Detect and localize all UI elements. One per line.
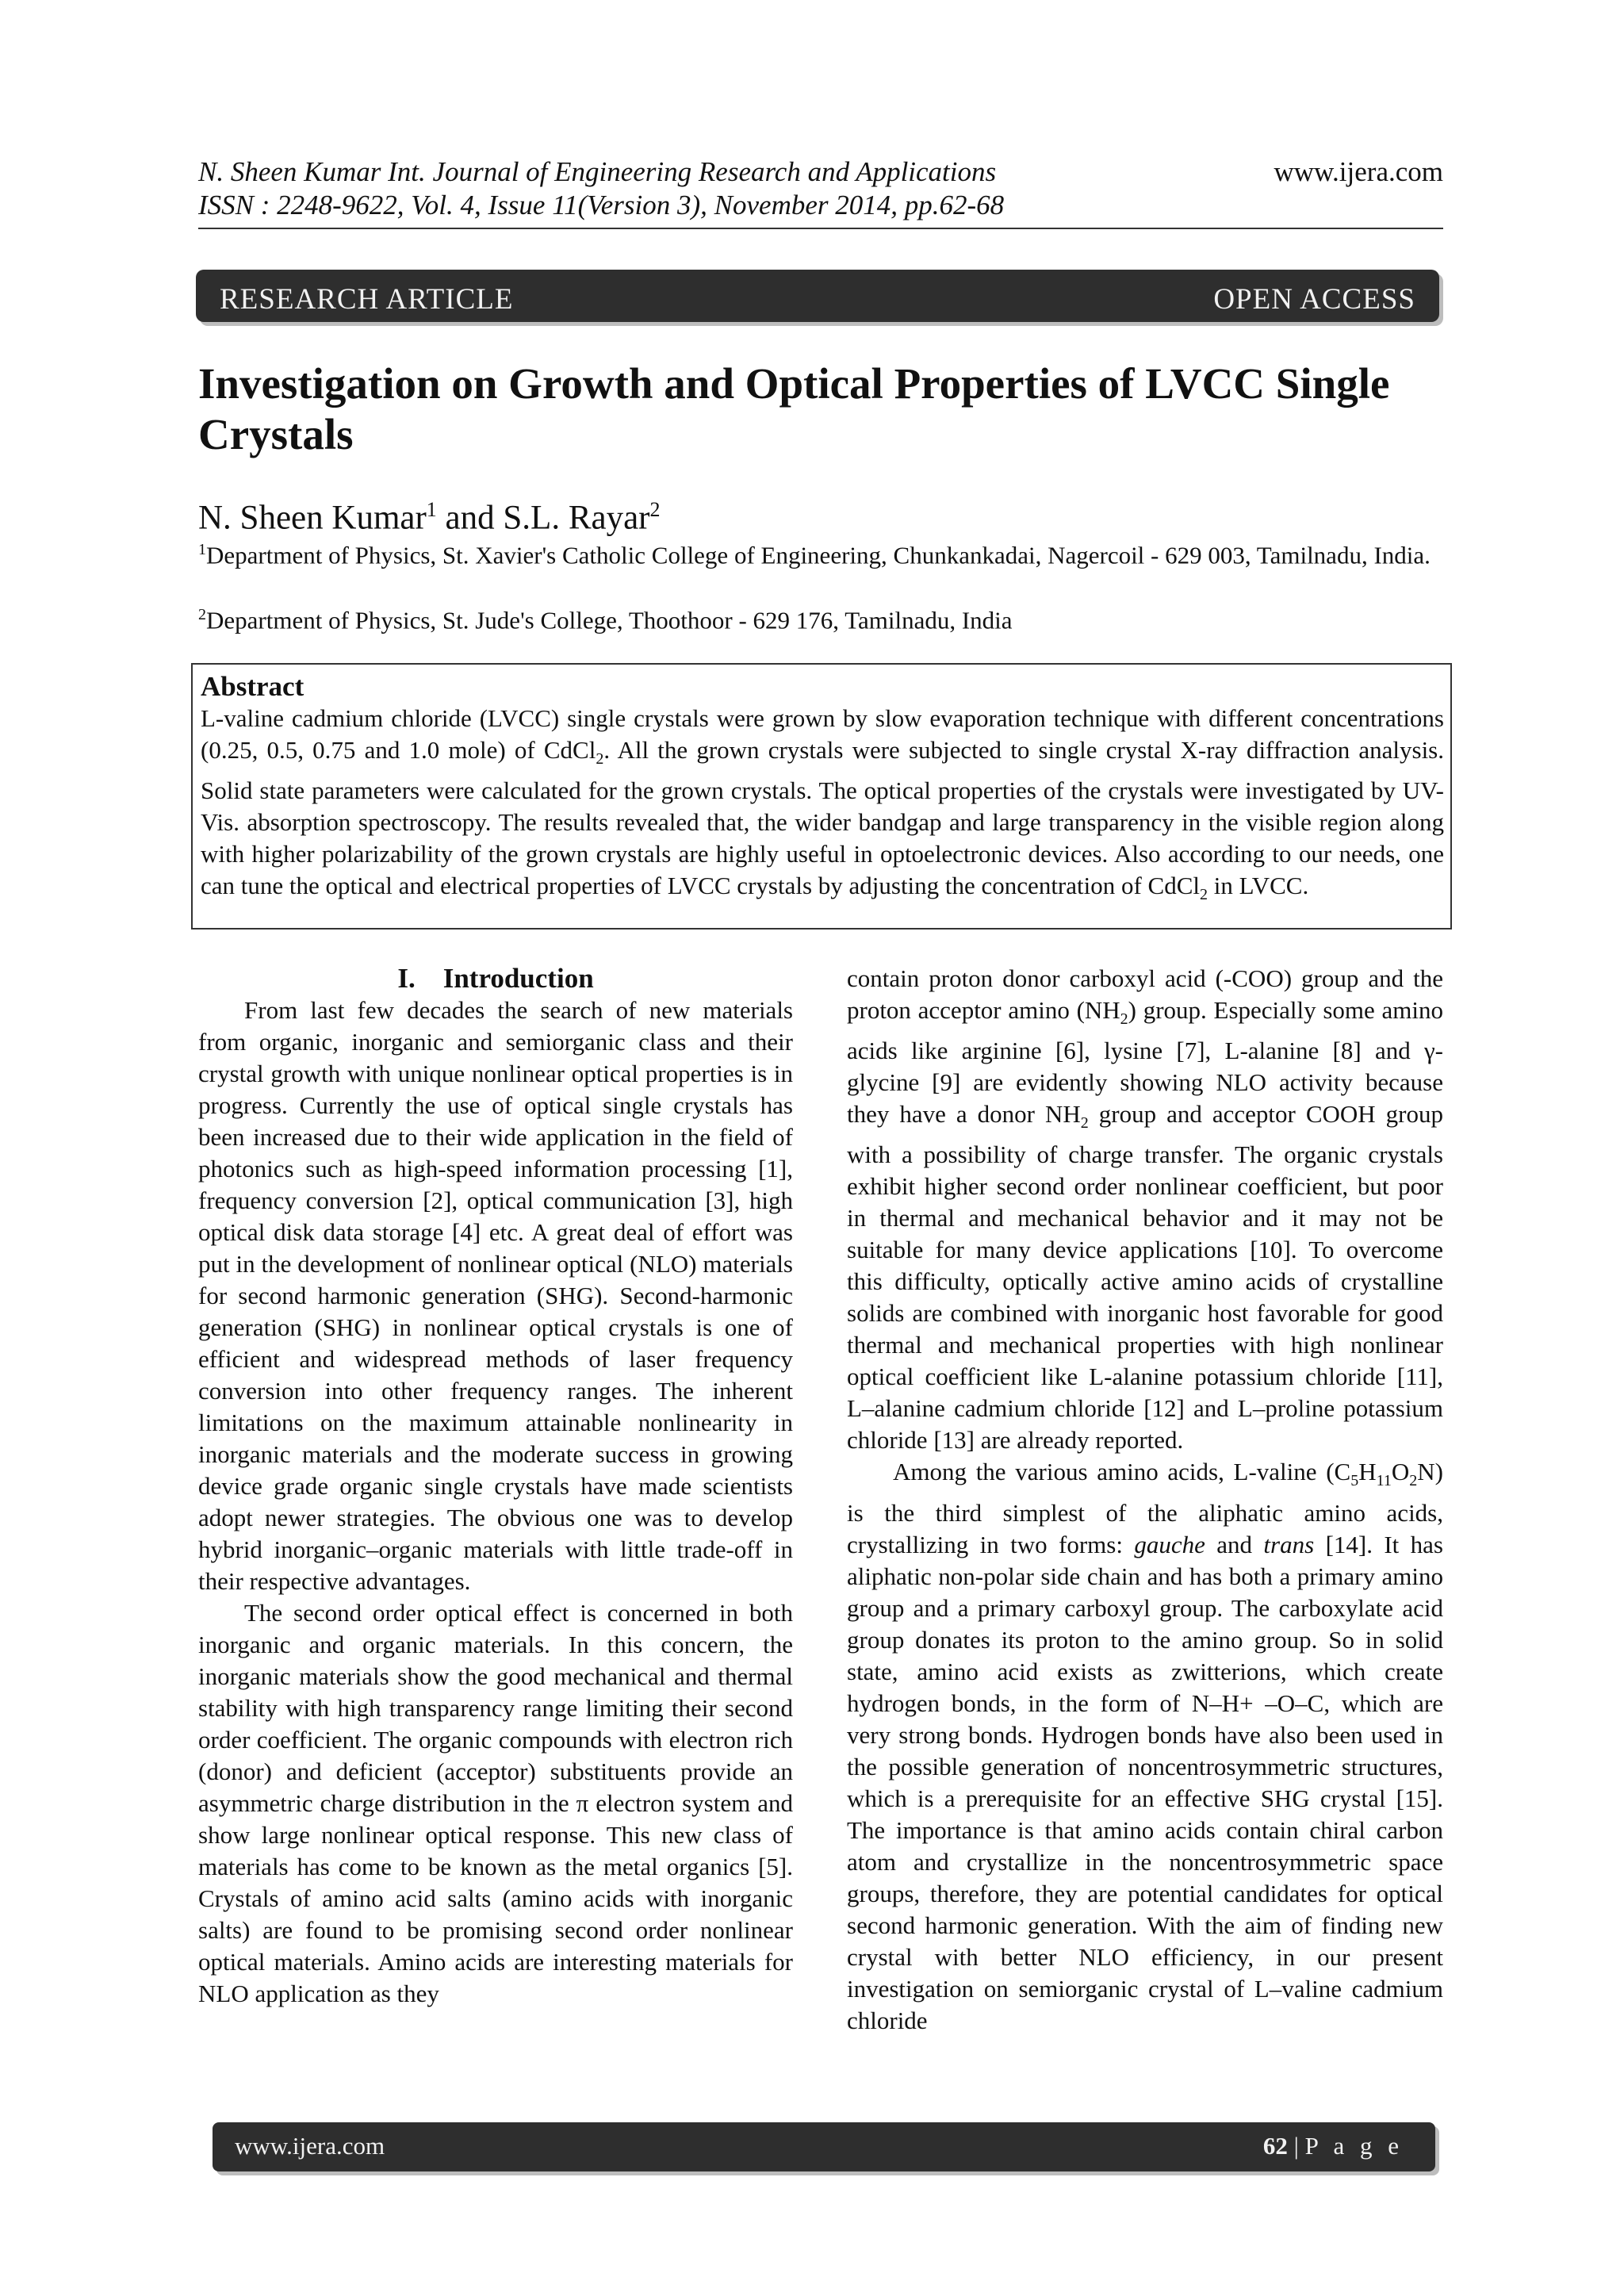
author-2-affil-mark: 2 — [649, 498, 661, 521]
text-run: N) is the third simplest of the aliphatic amino acids, crystallizing in two forms: — [847, 1458, 1443, 1558]
text-run: and — [1205, 1530, 1264, 1558]
section-title: Introduction — [442, 963, 594, 994]
affiliation-1-mark: 1 — [198, 541, 206, 558]
subscript: 2 — [1409, 1472, 1418, 1490]
text-run: group and acceptor COOH group with a possibility of charge transfer. The organic crystals exhibit higher second order nonlinear coefficient, but poor in thermal and mechanical behavior and it may not be suitable for many device applications [10]. To overcome this difficulty, optically active amino acids of crystalline solids are combined with inorganic host favorable for good thermal and mechanical properties with high nonlinear optical coefficient like L-alanine potassium chloride [11], L–alanine cadmium chloride [12] and L–proline potassium chloride [13] are already reported. — [847, 1100, 1444, 1455]
abstract-heading: Abstract — [201, 671, 304, 702]
subscript: 11 — [1376, 1472, 1392, 1490]
section-heading — [198, 963, 793, 995]
research-article-label: RESEARCH ARTICLE — [220, 283, 514, 316]
intro-paragraph-1: From last few decades the search of new materials from organic, inorganic and semiorganic class and their crystal growth with unique nonlinear optical properties is in progress. Currently the use of optical single crystals has been increased due to their wide application in the field of photonics such as high-speed information processing [1], frequency conversion [2], optical communication [3], high optical disk data storage [4] etc. A great deal of effort was put in the development of nonlinear optical (NLO) materials for second harmonic generation (SHG). Second-harmonic generation (SHG) in nonlinear optical crystals is one of efficient and widespread methods of laser frequency conversion into other frequency ranges. The inherent limitations on the maximum attainable nonlinearity in inorganic materials and the moderate success in growing device grade organic single crystals have made scientists adopt newer strategies. The obvious one was to develop hybrid inorganic–organic materials with little trade-off in their respective advantages. — [198, 996, 793, 1595]
text-run: O — [1391, 1458, 1410, 1486]
subscript: 2 — [1080, 1114, 1089, 1133]
right-column — [847, 963, 1443, 2037]
subscript: 5 — [1350, 1472, 1359, 1490]
subscript: 2 — [1200, 886, 1208, 904]
text-run: [14]. It has aliphatic non-polar side chain and has both a primary amino group and a primary carboxyl group. The carboxylate acid group donates its proton to the amino group. So in solid state, amino acid exists as zwitterions, which create hydrogen bonds, in the form of N–H+ –O–C, which are very strong bonds. Hydrogen bonds have also been used in the possible generation of noncentrosymmetric structures, which is a prerequisite for an effective SHG crystal [15]. The importance is that amino acids contain chiral carbon atom and crystallize in the noncentrosymmetric space groups, therefore, they are potential candidates for optical second harmonic generation. With the aim of finding new crystal with better NLO efficiency, in our present investigation on semiorganic crystal of L–valine cadmium chloride — [847, 1530, 1443, 2034]
issn-line: ISSN : 2248-9622, Vol. 4, Issue 11(Version 3), November 2014, pp.62-68 — [198, 190, 1005, 220]
text-run: Among the various amino acids, L-valine (C — [893, 1458, 1351, 1486]
abstract-box — [191, 663, 1452, 930]
journal-url[interactable]: www.ijera.com — [1274, 156, 1443, 187]
header-rule — [198, 228, 1443, 229]
abstract-text-part: in LVCC. — [1208, 872, 1309, 900]
subscript: 2 — [1120, 1010, 1128, 1029]
journal-citation-line: N. Sheen Kumar Int. Journal of Engineering Research and Applications — [198, 156, 997, 187]
text-run: contain proton donor carboxyl acid (-COO) group and the proton acceptor amino (NH — [847, 964, 1443, 1024]
italic-term: trans — [1263, 1530, 1315, 1558]
section-number: I. — [397, 963, 416, 994]
affiliation-2 — [198, 600, 1443, 634]
left-column — [198, 995, 793, 2010]
footer-url[interactable]: www.ijera.com — [235, 2132, 385, 2160]
footer-page-info — [1263, 2132, 1404, 2160]
affiliation-1 — [198, 535, 1443, 569]
text-run: ) group. Especially some amino acids like arginine [6], lysine [7], L-alanine [8] and γ-glycine [9] are evidently showing NLO activity because they have a donor NH — [847, 996, 1443, 1129]
article-type-banner — [196, 270, 1439, 322]
author-1: N. Sheen Kumar — [198, 499, 427, 537]
intro-paragraph-3 — [847, 963, 1443, 1456]
author-2: and S.L. Rayar — [445, 499, 650, 537]
intro-paragraph-4 — [847, 1456, 1443, 2036]
page-word: P a g e — [1304, 2132, 1404, 2160]
affiliation-2-text: Department of Physics, St. Jude's College, Thoothoor - 629 176, Tamilnadu, India — [206, 606, 1013, 634]
abstract-text-part: L-valine cadmium chloride (LVCC) single crystals were grown by slow evaporation technique with different concentrations (0.25, 0.5, 0.75 and 1.0 mole) of CdCl — [201, 704, 1444, 764]
abstract-text — [201, 703, 1444, 910]
author-1-affil-mark: 1 — [426, 498, 437, 521]
text-run: H — [1358, 1458, 1377, 1486]
intro-paragraph-2: The second order optical effect is concerned in both inorganic and organic materials. In this concern, the inorganic materials show the good mechanical and thermal stability with high transparency range limiting their second order coefficient. The organic compounds with electron rich (donor) and deficient (acceptor) substituents provide an asymmetric charge distribution in the π electron system and show large nonlinear optical response. This new class of materials has come to be known as the metal organics [5]. Crystals of amino acid salts (amino acids with inorganic salts) are found to be promising second order nonlinear optical materials. Amino acids are interesting materials for NLO application as they — [198, 1599, 793, 2007]
affiliation-1-text: Department of Physics, St. Xavier's Catholic College of Engineering, Chunkankadai, Nagercoil - 629 003, Tamilnadu, India. — [206, 541, 1431, 569]
subscript: 2 — [596, 750, 604, 769]
open-access-label: OPEN ACCESS — [1213, 283, 1415, 316]
page-footer — [213, 2122, 1435, 2171]
abstract-text-part: . All the grown crystals were subjected to single crystal X-ray diffraction analysis. Solid state parameters were calculated for the grown crystals. The optical properties of the crystals were investigated by UV-Vis. absorption spectroscopy. The results revealed that, the wider bandgap and large transparency in the visible region along with higher polarizability of the grown crystals are highly useful in optoelectronic devices. Also according to our needs, one can tune the optical and electrical properties of LVCC crystals by adjusting the concentration of CdCl — [201, 736, 1444, 900]
page-separator: | — [1293, 2132, 1299, 2160]
italic-term: gauche — [1134, 1530, 1205, 1558]
page-number: 62 — [1262, 2132, 1288, 2160]
author-line — [198, 489, 660, 539]
affiliation-2-mark: 2 — [198, 606, 206, 623]
article-title: Investigation on Growth and Optical Properties of LVCC Single Crystals — [198, 359, 1390, 458]
